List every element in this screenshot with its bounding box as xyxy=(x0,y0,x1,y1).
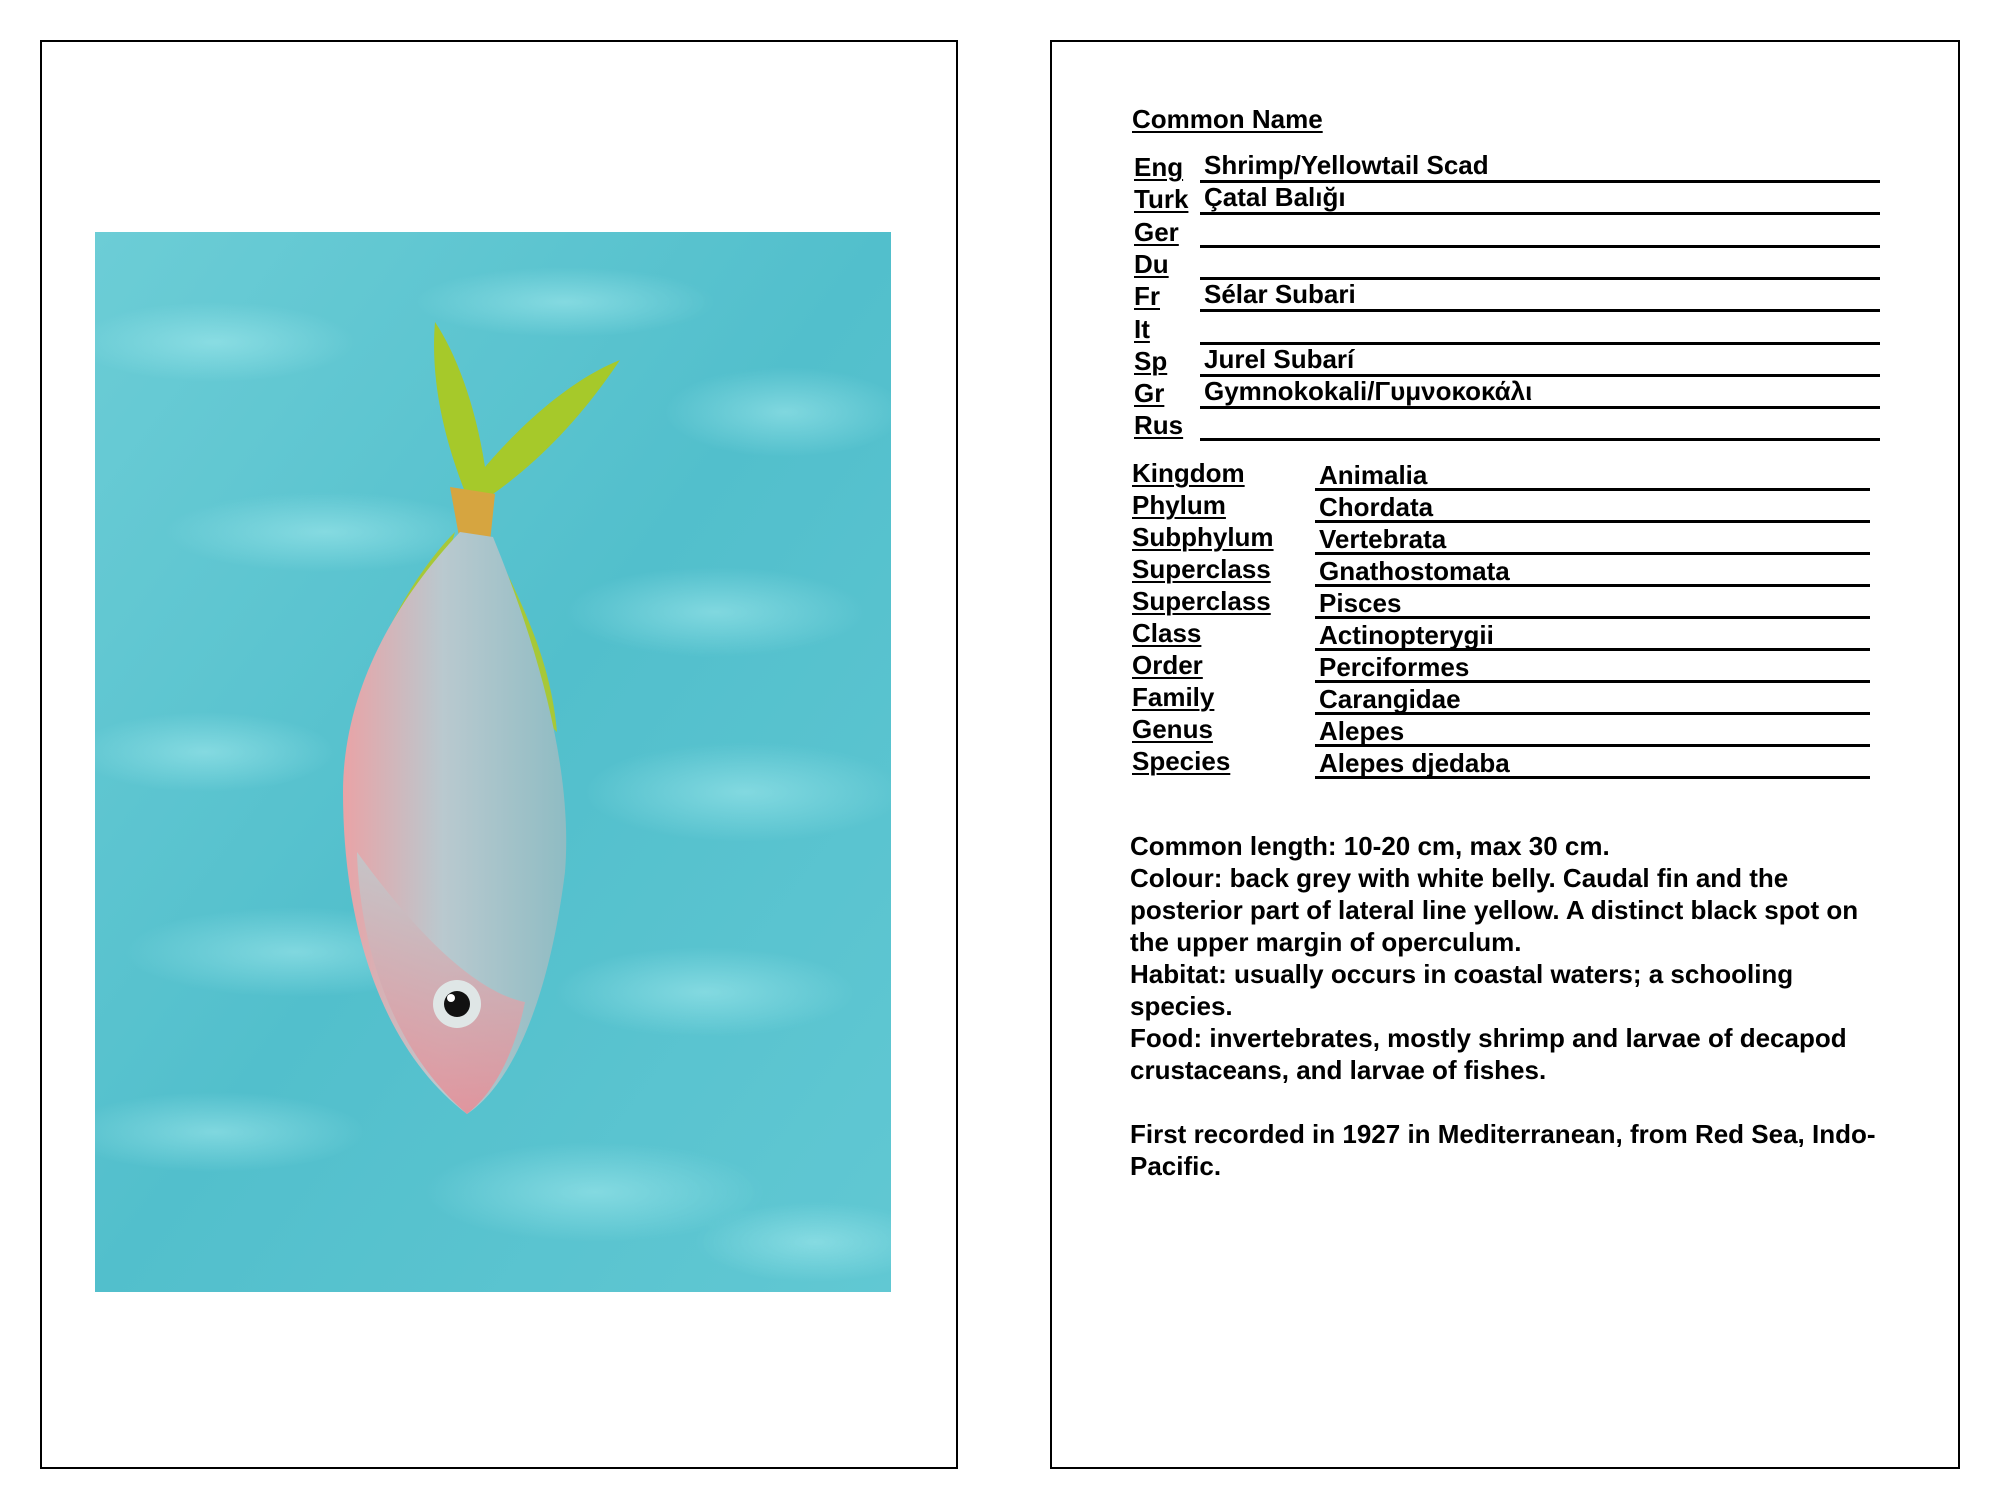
taxon-value: Actinopterygii xyxy=(1319,620,1494,650)
fill-line xyxy=(1200,245,1880,248)
lang-label: Ger xyxy=(1134,216,1179,247)
common-name-heading: Common Name xyxy=(1132,104,1323,134)
fill-line xyxy=(1200,309,1880,312)
common-length-text: Common length: 10-20 cm, max 30 cm. xyxy=(1130,831,1610,861)
photo-card xyxy=(40,40,958,1469)
fish-illustration xyxy=(95,232,891,1292)
fill-line xyxy=(1315,680,1870,683)
taxon-value: Alepes djedaba xyxy=(1319,748,1510,778)
taxon-value: Perciformes xyxy=(1319,652,1470,682)
colour-text: Colour: back grey with white belly. Caudal fin and the posterior part of lateral line yellow. A distinct black spot on the upper margin of operculum. xyxy=(1130,863,1859,957)
habitat-text: Habitat: usually occurs in coastal waters; a schooling species. xyxy=(1130,959,1794,1021)
fill-line xyxy=(1315,616,1870,619)
taxon-rank-label: Superclass xyxy=(1132,554,1271,584)
taxon-value: Chordata xyxy=(1319,492,1434,522)
species-description xyxy=(1130,830,1890,1182)
fill-line xyxy=(1315,776,1870,779)
fish-photo xyxy=(95,232,891,1292)
taxon-rank-label: Order xyxy=(1132,650,1203,680)
lang-label: Turk xyxy=(1134,184,1189,215)
taxon-value: Carangidae xyxy=(1319,684,1461,714)
fill-line xyxy=(1315,744,1870,747)
taxon-rank-label: Superclass xyxy=(1132,586,1271,616)
fill-line xyxy=(1315,584,1870,587)
lang-label: Fr xyxy=(1134,281,1160,312)
fill-line xyxy=(1200,212,1880,215)
fill-line xyxy=(1200,438,1880,441)
taxon-rank-label: Phylum xyxy=(1132,490,1226,520)
taxon-rank-label: Class xyxy=(1132,618,1202,648)
taxon-rank-label: Kingdom xyxy=(1132,458,1245,488)
fill-line xyxy=(1200,406,1880,409)
lang-label: Du xyxy=(1134,248,1169,279)
food-text: Food: invertebrates, mostly shrimp and larvae of decapod crustaceans, and larvae of fishes. xyxy=(1130,1023,1847,1085)
common-name-value: Jurel Subarí xyxy=(1204,343,1355,374)
fill-line xyxy=(1315,552,1870,555)
taxon-rank-label: Species xyxy=(1132,746,1231,776)
taxon-value: Vertebrata xyxy=(1319,524,1447,554)
taxon-rank-label: Family xyxy=(1132,682,1215,712)
lang-label: Eng xyxy=(1134,152,1184,182)
lang-label: Rus xyxy=(1134,410,1184,441)
common-name-value: Shrimp/Yellowtail Scad xyxy=(1204,150,1489,180)
taxon-rank-label: Subphylum xyxy=(1132,522,1274,552)
taxon-value: Gnathostomata xyxy=(1319,556,1510,586)
fill-line xyxy=(1315,648,1870,651)
common-name-value: Gymnokokali/Γυμνοκοκάλι xyxy=(1204,376,1533,407)
common-name-value: Sélar Subari xyxy=(1204,279,1356,310)
taxon-value: Alepes xyxy=(1319,716,1405,746)
common-name-value: Çatal Balığı xyxy=(1204,182,1346,213)
lang-label: It xyxy=(1134,313,1150,344)
fill-line xyxy=(1315,712,1870,715)
fill-line xyxy=(1315,520,1870,523)
first-record-text: First recorded in 1927 in Mediterranean, from Red Sea, Indo-Pacific. xyxy=(1130,1119,1876,1181)
taxon-rank-label: Genus xyxy=(1132,714,1213,744)
taxon-value: Pisces xyxy=(1319,588,1402,618)
info-card xyxy=(1050,40,1960,1469)
lang-label: Gr xyxy=(1134,378,1165,409)
lang-label: Sp xyxy=(1134,345,1168,376)
fill-line xyxy=(1315,488,1870,491)
taxon-value: Animalia xyxy=(1319,460,1428,490)
